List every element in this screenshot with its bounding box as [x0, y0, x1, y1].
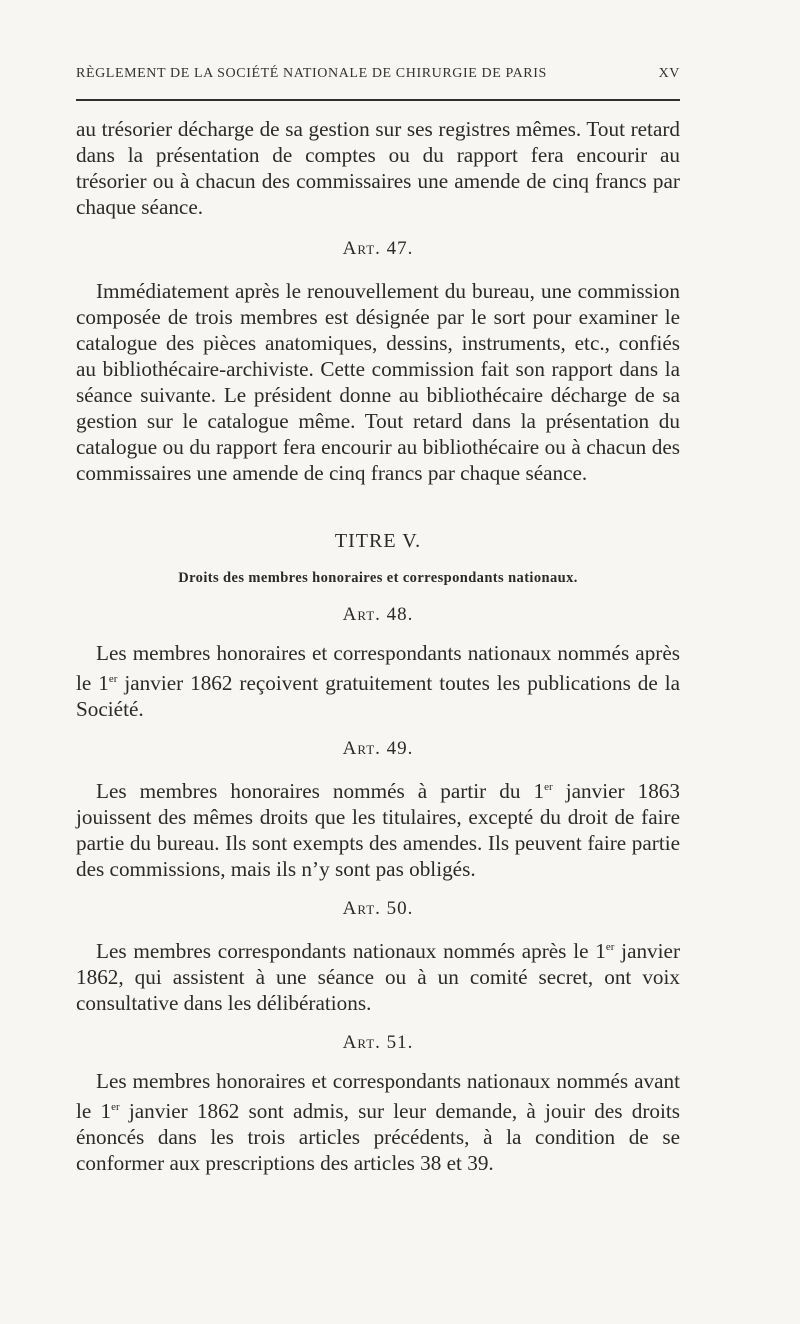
running-header — [76, 66, 680, 82]
page-body — [76, 116, 680, 1176]
section-subtitle: Droits des membres honoraires et correspondants nationaux. — [178, 570, 578, 586]
article-heading-49: Art. 49. — [342, 738, 414, 760]
running-title: RÈGLEMENT DE LA SOCIÉTÉ NATIONALE DE CHIRURGIE DE PARIS — [76, 66, 547, 81]
article-heading-48: Art. 48. — [342, 604, 414, 625]
page-number: XV — [658, 66, 680, 81]
paragraph-article-51: Les membres honoraires et correspondants nationaux nommés avant le 1er janvier 1862 sont admis, sur leur demande, à jouir des droits énoncés dans les trois articles précédents, à la condition de se conformer aux prescriptions des articles 38 et 39. — [76, 1069, 680, 1176]
paragraph-article-50: Les membres correspondants nationaux nommés après le 1er janvier 1862, qui assistent à une séance ou à un comité secret, ont voix consultative dans les délibérations. — [76, 939, 681, 1016]
paragraph-article-49: Les membres honoraires nommés à partir du 1er janvier 1863 jouissent des mêmes droits que les titulaires, excepté du droit de faire partie du bureau. Ils sont exempts des amendes. Ils peuvent faire partie des commissions, mais ils n’y sont pas obligés. — [76, 779, 680, 882]
article-heading-47: Art. 47. — [342, 238, 414, 259]
header-rule — [76, 99, 680, 101]
paragraph-article-48: Les membres honoraires et correspondants nationaux nommés après le 1er janvier 1862 reçoivent gratuitement toutes les publications de la Société. — [76, 641, 680, 722]
paragraph-continued: au trésorier décharge de sa gestion sur ses registres mêmes. Tout retard dans la présentation de comptes ou du rapport fera encourir au trésorier ou à chacun des commissaires une amende de cinq francs par chaque séance. — [76, 117, 680, 219]
paragraph-article-47: Immédiatement après le renouvellement du bureau, une commission composée de trois membres est désignée par le sort pour examiner le catalogue des pièces anatomiques, dessins, instruments, etc., confiés au bibliothécaire-archiviste. Cette commission fait son rapport dans la séance suivante. Le président donne au bibliothécaire décharge de sa gestion sur le catalogue même. Tout retard dans la présentation du catalogue ou du rapport fera encourir au bibliothécaire ou à chacun des commissaires une amende de cinq francs par chaque séance. — [76, 279, 680, 485]
article-heading-50: Art. 50. — [342, 898, 414, 920]
article-heading-51: Art. 51. — [342, 1032, 414, 1054]
section-title: TITRE V. — [334, 530, 422, 552]
